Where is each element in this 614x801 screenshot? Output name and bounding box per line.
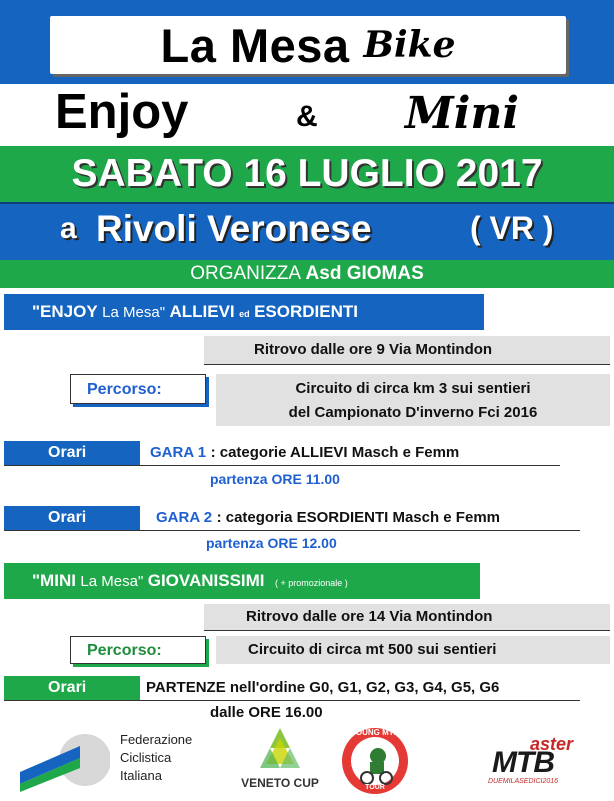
gara1-row xyxy=(140,441,560,465)
mini-dalle-text: dalle ORE 16.00 xyxy=(210,704,323,721)
gara1-partenza xyxy=(210,468,340,490)
enjoy-title-1: "ENJOY xyxy=(32,302,98,321)
mini-partenze-row xyxy=(140,676,580,700)
gara2-row xyxy=(140,506,580,530)
gara2-underline xyxy=(4,530,580,531)
mini-partenze-text: PARTENZE nell'ordine G0, G1, G2, G3, G4, G5, G6 xyxy=(146,679,500,696)
enjoy-percorso-line2: del Campionato D'inverno Fci 2016 xyxy=(288,404,538,421)
enjoy-ritrovo-box xyxy=(204,336,610,364)
title-main: La Mesa xyxy=(160,18,350,72)
location-name: Rivoli Veronese xyxy=(96,208,372,249)
location-province: ( VR ) xyxy=(470,210,554,246)
young-mtb-logo xyxy=(340,726,410,796)
veneto-cup-emblem-icon xyxy=(240,726,320,776)
master-bottom-text: DUEMILASEDICI2016 xyxy=(488,778,559,785)
gara1-text: : categorie ALLIEVI Masch e Femm xyxy=(210,444,460,461)
mini-percorso-label-text: Percorso: xyxy=(87,642,162,659)
mini-orari-label: Orari xyxy=(48,679,87,696)
gara1-label: GARA 1 xyxy=(150,444,207,461)
location-band xyxy=(0,202,614,260)
fci-logo xyxy=(20,730,220,794)
title-script: Bike xyxy=(363,24,456,66)
gara2-orari-tab xyxy=(4,506,140,530)
ampersand: & xyxy=(296,100,318,133)
organizer-label: ORGANIZZA xyxy=(190,263,302,284)
enjoy-title-5: ESORDIENTI xyxy=(254,302,358,321)
organizer-name: Asd GIOMAS xyxy=(305,263,424,284)
fci-line3: Italiana xyxy=(120,768,162,783)
young-mtb-bottom-text: TOUR xyxy=(365,784,385,791)
gara1-underline xyxy=(4,465,560,466)
mini-percorso-box xyxy=(216,636,610,664)
veneto-cup-logo xyxy=(240,726,320,796)
enjoy-section-title xyxy=(4,294,484,330)
veneto-cup-text: VENETO CUP xyxy=(241,776,319,790)
mini-percorso-label xyxy=(70,636,206,664)
mini-section-title xyxy=(4,563,480,599)
organizer-band xyxy=(0,260,614,288)
gara1-orari-tab xyxy=(4,441,140,465)
mini-ritrovo-box xyxy=(204,604,610,630)
gara2-label: GARA 2 xyxy=(156,509,213,526)
mini-title-note: ( + promozionale ) xyxy=(274,578,348,588)
mini-orari-tab xyxy=(4,676,140,700)
gara2-text: : categoria ESORDIENTI Masch e Femm xyxy=(216,509,500,526)
gara1-orari-label: Orari xyxy=(48,444,87,461)
enjoy-ritrovo-underline xyxy=(204,364,610,365)
enjoy-heading: Enjoy xyxy=(55,85,189,139)
enjoy-title-4: ed xyxy=(239,309,250,319)
mini-title-3: GIOVANISSIMI xyxy=(147,571,265,590)
mini-percorso-text: Circuito di circa mt 500 sui sentieri xyxy=(248,641,497,658)
gara2-partenza xyxy=(206,532,337,554)
enjoy-title-2: La Mesa" xyxy=(102,304,166,321)
mini-ritrovo-underline xyxy=(204,630,610,631)
enjoy-percorso-label xyxy=(70,374,206,404)
mini-title-2: La Mesa" xyxy=(80,573,144,590)
master-top-text: aster xyxy=(530,734,574,754)
gara1-partenza-text: partenza ORE 11.00 xyxy=(210,471,340,487)
location-prefix: a xyxy=(60,212,77,245)
mini-title-1: "MINI xyxy=(32,571,76,590)
master-main-text: MTB xyxy=(492,746,554,779)
mini-heading: Mini xyxy=(405,88,520,139)
fci-line1: Federazione xyxy=(120,732,193,747)
master-mtb-logo xyxy=(484,734,604,788)
mini-ritrovo-text: Ritrovo dalle ore 14 Via Montindon xyxy=(246,608,493,625)
enjoy-title-3: ALLIEVI xyxy=(169,302,235,321)
young-mtb-top-text: YOUNG MTB xyxy=(350,728,400,737)
enjoy-ritrovo-text: Ritrovo dalle ore 9 Via Montindon xyxy=(254,341,493,358)
event-date: SABATO 16 LUGLIO 2017 xyxy=(71,152,543,195)
enjoy-percorso-line1: Circuito di circa km 3 sui sentieri xyxy=(295,380,531,397)
enjoy-percorso-label-text: Percorso: xyxy=(87,381,162,398)
gara2-orari-label: Orari xyxy=(48,509,87,526)
gara2-partenza-text: partenza ORE 12.00 xyxy=(206,535,337,551)
mini-partenze-underline xyxy=(4,700,580,701)
enjoy-percorso-box xyxy=(216,374,610,426)
mini-dalle xyxy=(210,702,323,724)
fci-emblem-icon xyxy=(20,732,110,792)
fci-line2: Ciclistica xyxy=(120,750,172,765)
title-box xyxy=(50,16,566,74)
date-band xyxy=(0,146,614,202)
